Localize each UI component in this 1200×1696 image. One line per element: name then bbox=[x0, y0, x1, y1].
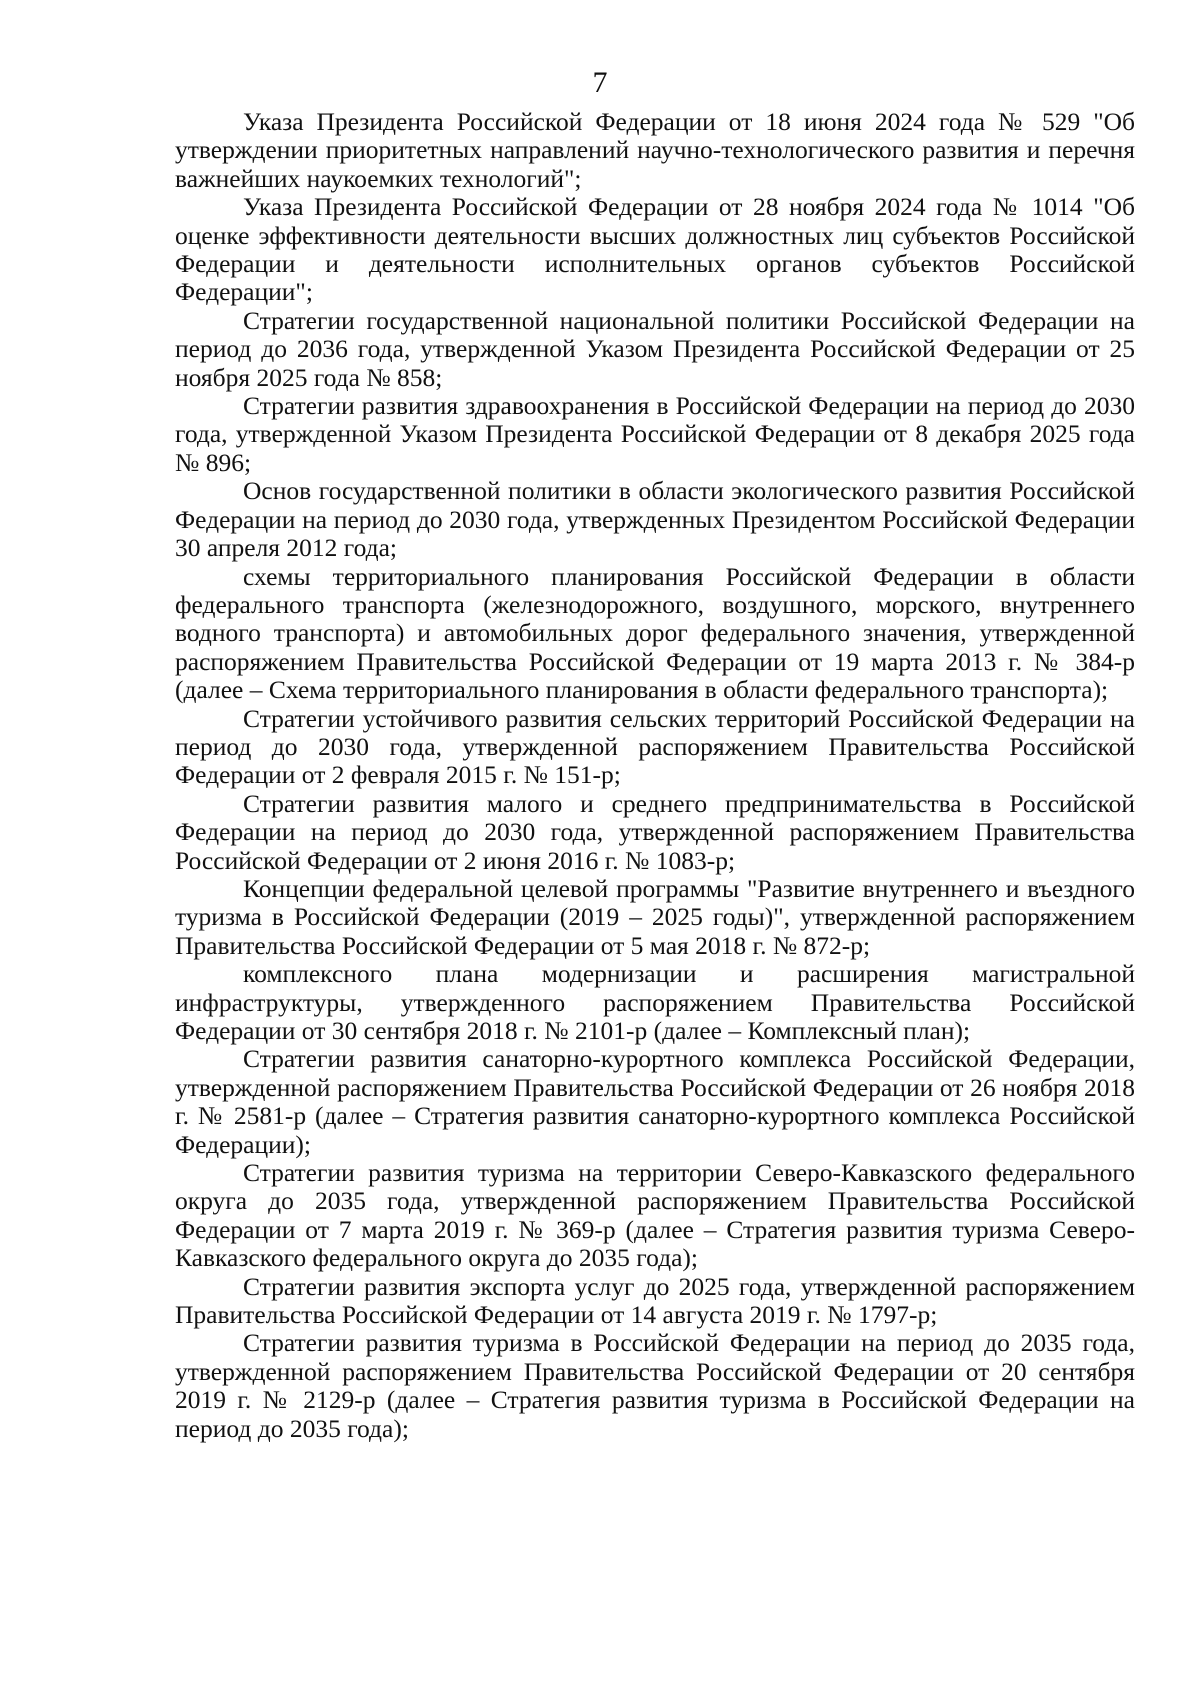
paragraph-rural-development-strategy: Стратегии устойчивого развития сельских территорий Российской Федерации на период до 2030 года, утвержденной распоряжением Правительства Российской Федерации от 2 февраля 2015 г. № 151-р; bbox=[175, 703, 1135, 790]
paragraph-services-export-strategy: Стратегии развития экспорта услуг до 2025 года, утвержденной распоряжением Правительства Российской Федерации от 14 августа 2019 г. № 1797-р; bbox=[175, 1271, 1135, 1330]
paragraph-north-caucasus-tourism-strategy: Стратегии развития туризма на территории Северо-Кавказского федерального округа до 2035 года, утвержденной распоряжением Правительства Российской Федерации от 7 марта 2019 г. № 369-р (далее – Стратегия развития туризма Северо-Кавказского федерального округа до 2035 года); bbox=[175, 1158, 1135, 1273]
paragraph-sanatorium-strategy: Стратегии развития санаторно-курортного комплекса Российской Федерации, утвержденной распоряжением Правительства Российской Федерации от 26 ноября 2018 г. № 2581-р (далее – Стратегия развития санаторно-курортного комплекса Российской Федерации); bbox=[175, 1044, 1135, 1159]
paragraph-national-policy-strategy: Стратегии государственной национальной политики Российской Федерации на период до 2036 года, утвержденной Указом Президента Российской Федерации от 25 ноября 2025 года № 858; bbox=[175, 305, 1135, 392]
page-number: 7 bbox=[592, 66, 608, 99]
paragraph-presidential-decree-1014: Указа Президента Российской Федерации от 28 ноября 2024 года № 1014 "Об оценке эффективности деятельности высших должностных лиц субъектов Российской Федерации и деятельности исполнительных органов субъектов Российской Федерации"; bbox=[175, 192, 1135, 307]
paragraph-infrastructure-plan: комплексного плана модернизации и расширения магистральной инфраструктуры, утвержденного распоряжением Правительства Российской Федерации от 30 сентября 2018 г. № 2101-р (далее – Комплексный план); bbox=[175, 959, 1135, 1045]
paragraph-transport-planning-scheme: схемы территориального планирования Российской Федерации в области федерального транспорта (железнодорожного, воздушного, морского, внутреннего водного транспорта) и автомобильных дорог федерального значения, утвержденной распоряжением Правительства Российской Федерации от 19 марта 2013 г. № 384-р (далее – Схема территориального планирования в области федерального транспорта); bbox=[175, 561, 1135, 705]
paragraph-small-business-strategy: Стратегии развития малого и среднего предпринимательства в Российской Федерации на период до 2030 года, утвержденной распоряжением Правительства Российской Федерации от 2 июня 2016 г. № 1083-р; bbox=[175, 788, 1135, 875]
paragraph-tourism-program-concept: Концепции федеральной целевой программы "Развитие внутреннего и въездного туризма в Российской Федерации (2019 – 2025 годы)", утвержденной распоряжением Правительства Российской Федерации от 5 мая 2018 г. № 872-р; bbox=[175, 873, 1135, 960]
paragraph-healthcare-strategy: Стратегии развития здравоохранения в Российской Федерации на период до 2030 года, утвержденной Указом Президента Российской Федерации от 8 декабря 2025 года № 896; bbox=[175, 391, 1135, 477]
paragraph-presidential-decree-529: Указа Президента Российской Федерации от 18 июня 2024 года № 529 "Об утверждении приоритетных направлений научно-технологического развития и перечня важнейших наукоемких технологий"; bbox=[175, 107, 1135, 193]
document-body bbox=[175, 108, 1135, 1443]
paragraph-tourism-strategy-2035: Стратегии развития туризма в Российской Федерации на период до 2035 года, утвержденной распоряжением Правительства Российской Федерации от 20 сентября 2019 г. № 2129-р (далее – Стратегия развития туризма в Российской Федерации на период до 2035 года); bbox=[175, 1328, 1135, 1443]
paragraph-ecological-policy: Основ государственной политики в области экологического развития Российской Федерации на период до 2030 года, утвержденных Президентом Российской Федерации 30 апреля 2012 года; bbox=[175, 476, 1135, 563]
